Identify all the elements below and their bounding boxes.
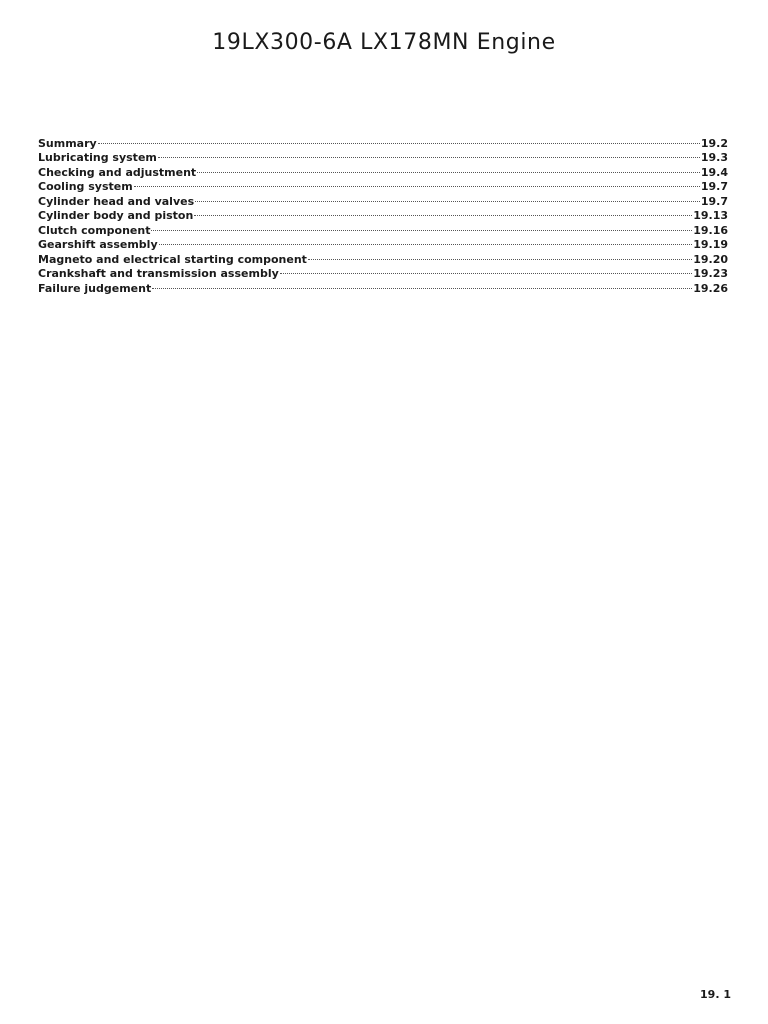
toc-entry-page: 19.7 — [700, 180, 728, 193]
toc-entry-page: 19.13 — [693, 209, 728, 222]
toc-entry-title: Crankshaft and transmission assembly — [38, 267, 279, 280]
toc-dot-leader — [308, 248, 692, 263]
toc-entry-page: 19.3 — [700, 151, 728, 164]
toc-entry-cylinder-head-and-valves[interactable] — [38, 190, 728, 208]
toc-dot-leader — [195, 190, 700, 205]
toc-entry-page: 19.23 — [693, 267, 728, 280]
toc-entry-title: Gearshift assembly — [38, 238, 158, 251]
toc-dot-leader — [151, 219, 692, 234]
toc-entry-title: Summary — [38, 136, 97, 150]
toc-entry-title: Magneto and electrical starting component — [38, 252, 307, 266]
toc-dot-leader — [194, 205, 692, 220]
toc-entry-title: Lubricating system — [38, 151, 157, 164]
toc-entry-page: 19.20 — [693, 252, 728, 266]
toc-dot-leader — [158, 147, 700, 162]
toc-entry-page: 19.7 — [700, 194, 728, 208]
toc-entry-page: 19.19 — [693, 238, 728, 251]
toc-dot-leader — [134, 176, 700, 191]
toc-dot-leader — [197, 161, 700, 176]
toc-entry-title: Cylinder head and valves — [38, 194, 195, 208]
toc-entry-title: Failure judgement — [38, 281, 152, 295]
toc-entry-cooling-system[interactable] — [38, 176, 728, 191]
toc-entry-lubricating-system[interactable] — [38, 147, 728, 162]
toc-entry-page: 19.4 — [700, 165, 728, 179]
page-title: 19LX300-6A LX178MN Engine — [212, 30, 556, 55]
toc-entry-title: Cooling system — [38, 180, 133, 193]
toc-dot-leader — [280, 263, 692, 278]
toc-entry-title: Cylinder body and piston — [38, 209, 194, 222]
toc-entry-page: 19.2 — [700, 136, 728, 150]
toc-dot-leader — [159, 234, 693, 249]
table-of-contents — [38, 132, 728, 295]
toc-entry-title: Clutch component — [38, 223, 151, 237]
toc-dot-leader — [98, 132, 700, 147]
toc-entry-title: Checking and adjustment — [38, 165, 197, 179]
toc-dot-leader — [152, 277, 692, 292]
toc-entry-page: 19.26 — [693, 281, 728, 295]
toc-entry-summary[interactable] — [38, 132, 728, 150]
page-number: 19. 1 — [700, 988, 731, 1001]
toc-entry-page: 19.16 — [693, 223, 728, 237]
